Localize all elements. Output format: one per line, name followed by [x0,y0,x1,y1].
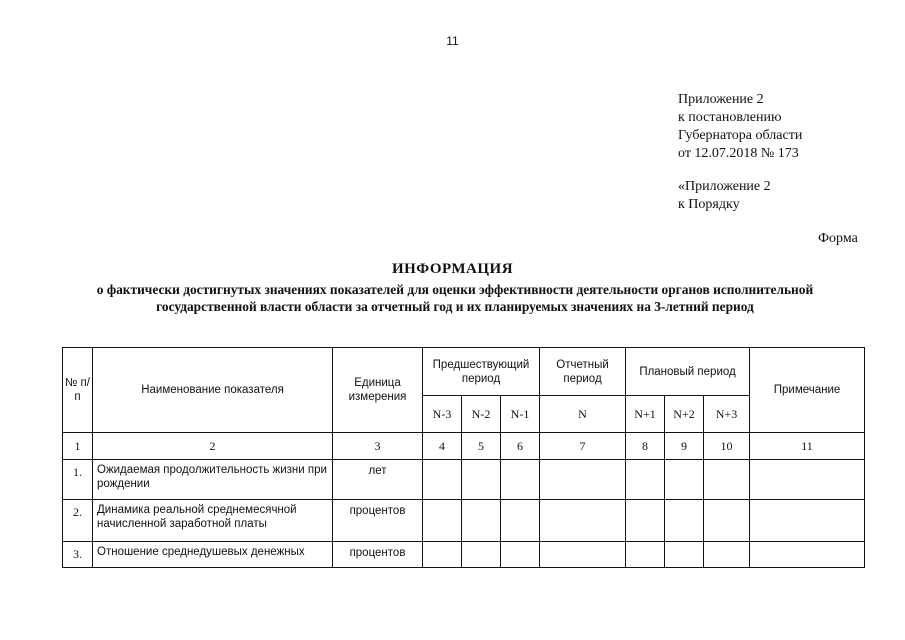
column-number: 2 [93,433,333,460]
value-cell [462,500,501,542]
column-number: 1 [63,433,93,460]
column-number: 4 [423,433,462,460]
table-row [63,542,865,568]
value-cell [626,542,665,568]
value-cell [501,460,540,500]
document-subtitle: о фактически достигнутых значениях показателей для оценки эффективности деятельности органов исполнительной государственной власти области за отчетный год и их планируемых значениях на 3-летний период [96,282,814,314]
column-number: 9 [665,433,704,460]
header-note: Примечание [750,348,865,433]
header-reporting-period: Отчетный период [540,348,626,396]
indicators-table [62,347,865,568]
header-num: № п/п [63,348,93,433]
value-cell [704,542,750,568]
header-previous-period: Предшествующий период [423,348,540,396]
column-number: 7 [540,433,626,460]
subheader-cell: N-2 [462,396,501,433]
table-row [63,500,865,542]
value-cell [501,500,540,542]
column-number: 8 [626,433,665,460]
value-cell [462,460,501,500]
appendix-line: Губернатора области [678,128,803,143]
note-cell [750,460,865,500]
header-name: Наименование показателя [93,348,333,433]
document-title: ИНФОРМАЦИЯ [391,261,514,277]
row-number: 1. [63,460,93,500]
column-number: 11 [750,433,865,460]
table-row [63,460,865,500]
header-unit: Единица измерения [333,348,423,433]
value-cell [626,500,665,542]
subheader-cell: N-3 [423,396,462,433]
value-cell [665,500,704,542]
value-cell [462,542,501,568]
note-cell [750,542,865,568]
appendix-block [678,91,802,163]
row-number: 3. [63,542,93,568]
value-cell [704,500,750,542]
subheader-cell: N [540,396,626,433]
column-number: 3 [333,433,423,460]
form-label: Форма [818,231,858,246]
appendix-to-order-block [678,178,771,214]
value-cell [423,500,462,542]
value-cell [665,542,704,568]
value-cell [540,542,626,568]
value-cell [423,542,462,568]
column-number-row [63,433,865,460]
value-cell [540,500,626,542]
appendix-to-order-line: к Порядку [678,197,740,212]
column-number: 5 [462,433,501,460]
appendix-line: к постановлению [678,110,782,125]
subheader-cell: N-1 [501,396,540,433]
row-name: Динамика реальной среднемесячной начисленной заработной платы [93,500,333,542]
header-row [63,348,865,396]
appendix-to-order-line: «Приложение 2 [678,179,771,194]
value-cell [540,460,626,500]
header-plan-period: Плановый период [626,348,750,396]
subheader-cell: N+1 [626,396,665,433]
column-number: 10 [704,433,750,460]
value-cell [704,460,750,500]
appendix-line: от 12.07.2018 № 173 [678,146,799,161]
row-unit: лет [333,460,423,500]
value-cell [665,460,704,500]
value-cell [501,542,540,568]
page-number: 11 [446,34,459,48]
subheader-cell: N+3 [704,396,750,433]
row-name: Ожидаемая продолжительность жизни при рождении [93,460,333,500]
subheader-cell: N+2 [665,396,704,433]
column-number: 6 [501,433,540,460]
note-cell [750,500,865,542]
row-unit: процентов [333,500,423,542]
row-number: 2. [63,500,93,542]
appendix-line: Приложение 2 [678,92,764,107]
value-cell [626,460,665,500]
row-name: Отношение среднедушевых денежных [93,542,333,568]
value-cell [423,460,462,500]
row-unit: процентов [333,542,423,568]
